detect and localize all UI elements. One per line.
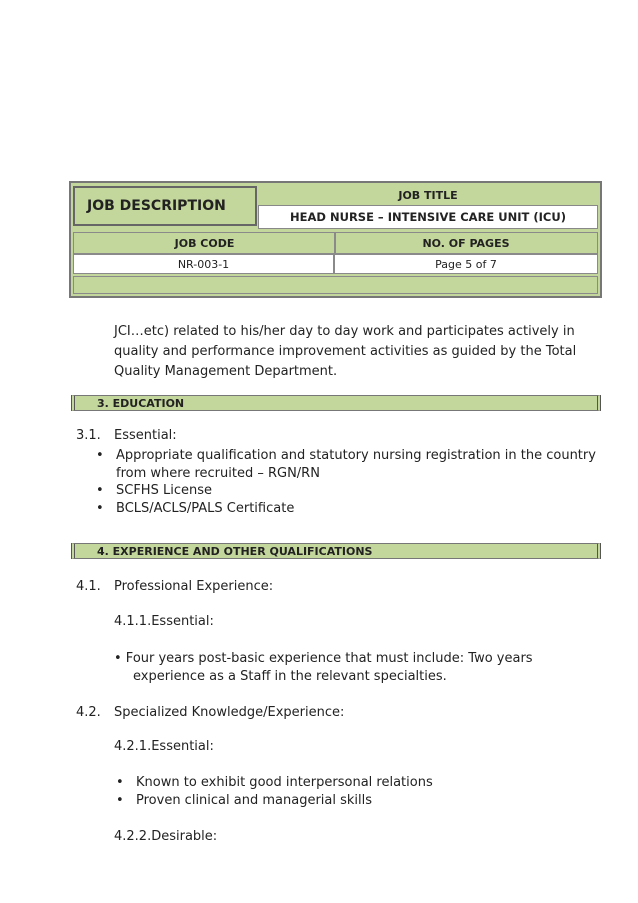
list-item: Appropriate qualification and statutory nursing registration in the country [116,448,596,463]
list-item: Known to exhibit good interpersonal relations [136,775,433,790]
job-title-value: HEAD NURSE – INTENSIVE CARE UNIT (ICU) [258,205,598,229]
bullet-icon: • [116,775,124,790]
bullet-icon: • [96,448,104,463]
bullet-icon: • [116,793,124,808]
job-code-label: JOB CODE [73,232,336,254]
subsection-label: Professional Experience: [114,579,274,594]
intro-line: Quality Management Department. [114,364,338,379]
section-experience-header: 4. EXPERIENCE AND OTHER QUALIFICATIONS [71,543,601,559]
job-description-title: JOB DESCRIPTION [73,186,257,226]
list-item: • Four years post-basic experience that must include: Two years [114,651,533,666]
job-header-table [69,181,602,298]
list-item: SCFHS License [116,483,212,498]
intro-line: quality and performance improvement activities as guided by the Total [114,344,577,359]
list-item: Proven clinical and managerial skills [136,793,373,808]
subsubsection-label: 4.2.1.Essential: [114,739,214,754]
subsubsection-label: 4.2.2.Desirable: [114,829,218,844]
subsection-label: Essential: [114,428,177,443]
pages-value: Page 5 of 7 [334,254,598,274]
section-education-header: 3. EDUCATION [71,395,601,411]
subsubsection-label: 4.1.1.Essential: [114,614,214,629]
job-code-value: NR-003-1 [73,254,334,274]
list-item-continuation: experience as a Staff in the relevant specialties. [133,669,447,684]
empty-row [73,276,598,294]
list-item: BCLS/ACLS/PALS Certificate [116,501,295,516]
subsection-number: 4.1. [76,579,101,594]
job-title-label: JOB TITLE [398,188,458,202]
subsection-label: Specialized Knowledge/Experience: [114,705,345,720]
bullet-icon: • [96,483,104,498]
intro-paragraph [114,322,602,382]
list-item-continuation: from where recruited – RGN/RN [116,466,320,481]
pages-label: NO. OF PAGES [334,232,598,254]
subsection-number: 3.1. [76,428,101,443]
intro-line: JCI…etc) related to his/her day to day work and participates actively in [114,324,575,339]
subsection-number: 4.2. [76,705,101,720]
bullet-icon: • [96,501,104,516]
